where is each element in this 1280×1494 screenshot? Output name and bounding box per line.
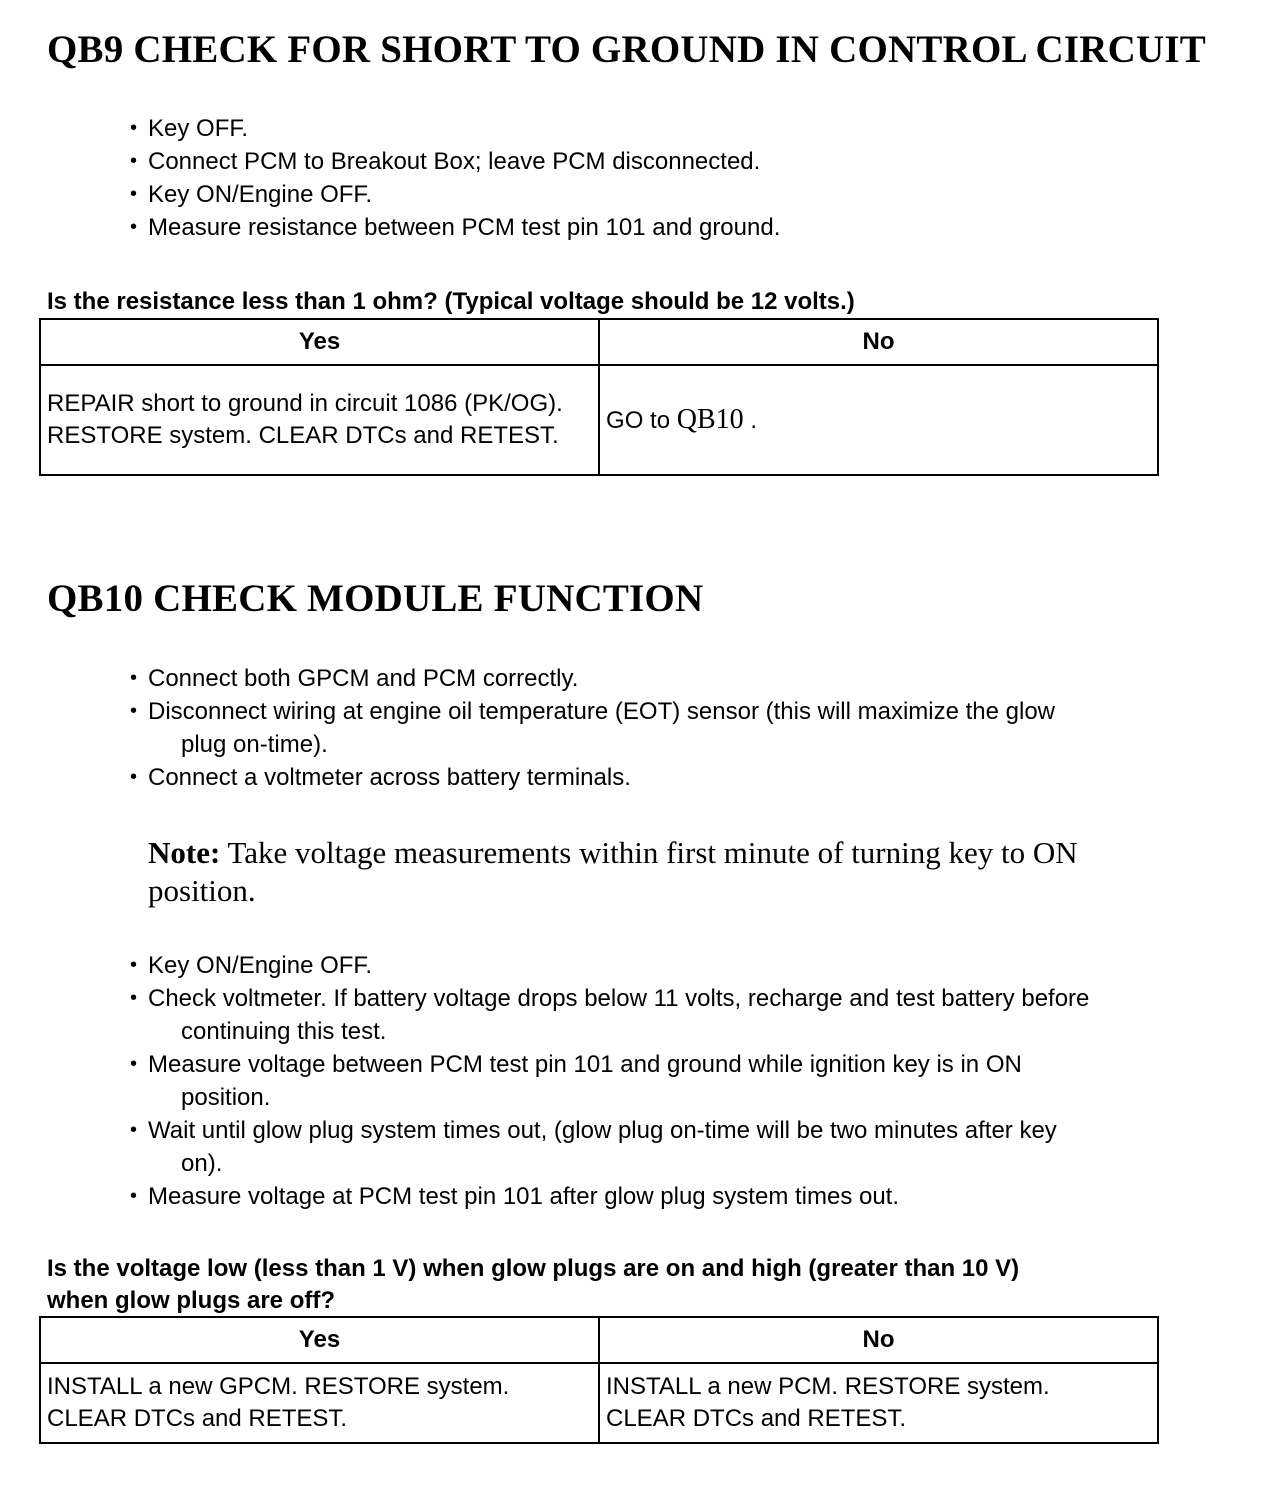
list-item: • Check voltmeter. If battery voltage drops below 11 volts, recharge and test battery before continuing this test.	[130, 982, 1089, 1048]
qb10-link[interactable]: QB10	[676, 403, 744, 435]
qb10-decision-table	[39, 1316, 1159, 1444]
yes-action: INSTALL a new GPCM. RESTORE system. CLEAR DTCs and RETEST.	[40, 1363, 599, 1443]
qb10-title: QB10 CHECK MODULE FUNCTION	[47, 577, 704, 620]
note-text: Take voltage measurements within first minute of turning key to ON position.	[148, 835, 1078, 908]
note	[148, 834, 1188, 910]
bullet-icon: •	[130, 987, 138, 1009]
list-item: • Measure resistance between PCM test pin 101 and ground.	[130, 211, 780, 244]
bullet-icon: •	[130, 700, 138, 722]
list-item: • Key ON/Engine OFF.	[130, 949, 1089, 982]
list-item: • Measure voltage between PCM test pin 101 and ground while ignition key is in ON position.	[130, 1048, 1089, 1114]
no-header: No	[599, 319, 1158, 365]
list-item: • Disconnect wiring at engine oil temperature (EOT) sensor (this will maximize the glow plug on-time).	[130, 695, 1055, 761]
list-item: • Key OFF.	[130, 112, 780, 145]
bullet-icon: •	[130, 1053, 138, 1075]
bullet-icon: •	[130, 183, 138, 205]
list-item: • Connect PCM to Breakout Box; leave PCM disconnected.	[130, 145, 780, 178]
no-action: INSTALL a new PCM. RESTORE system. CLEAR DTCs and RETEST.	[599, 1363, 1158, 1443]
no-action: GO to QB10 .	[599, 365, 1158, 475]
list-item: • Measure voltage at PCM test pin 101 after glow plug system times out.	[130, 1180, 1089, 1213]
qb9-decision-table	[39, 318, 1159, 476]
qb10-steps-a	[130, 662, 1055, 794]
yes-action: REPAIR short to ground in circuit 1086 (PK/OG). RESTORE system. CLEAR DTCs and RETEST.	[40, 365, 599, 475]
qb10-steps-b	[130, 949, 1089, 1213]
qb10-question: Is the voltage low (less than 1 V) when glow plugs are on and high (greater than 10 V) when glow plugs are off?	[47, 1255, 1020, 1314]
bullet-icon: •	[130, 117, 138, 139]
qb9-title: QB9 CHECK FOR SHORT TO GROUND IN CONTROL CIRCUIT	[47, 28, 1206, 71]
bullet-icon: •	[130, 667, 138, 689]
no-header: No	[599, 1317, 1158, 1363]
note-label: Note:	[148, 835, 221, 870]
list-item: • Wait until glow plug system times out, (glow plug on-time will be two minutes after key on).	[130, 1114, 1089, 1180]
list-item: • Connect both GPCM and PCM correctly.	[130, 662, 1055, 695]
qb9-steps	[130, 112, 780, 244]
bullet-icon: •	[130, 216, 138, 238]
bullet-icon: •	[130, 766, 138, 788]
list-item: • Connect a voltmeter across battery terminals.	[130, 761, 1055, 794]
bullet-icon: •	[130, 150, 138, 172]
bullet-icon: •	[130, 1185, 138, 1207]
list-item: • Key ON/Engine OFF.	[130, 178, 780, 211]
qb9-question: Is the resistance less than 1 ohm? (Typical voltage should be 12 volts.)	[47, 288, 855, 315]
bullet-icon: •	[130, 954, 138, 976]
bullet-icon: •	[130, 1119, 138, 1141]
yes-header: Yes	[40, 1317, 599, 1363]
yes-header: Yes	[40, 319, 599, 365]
